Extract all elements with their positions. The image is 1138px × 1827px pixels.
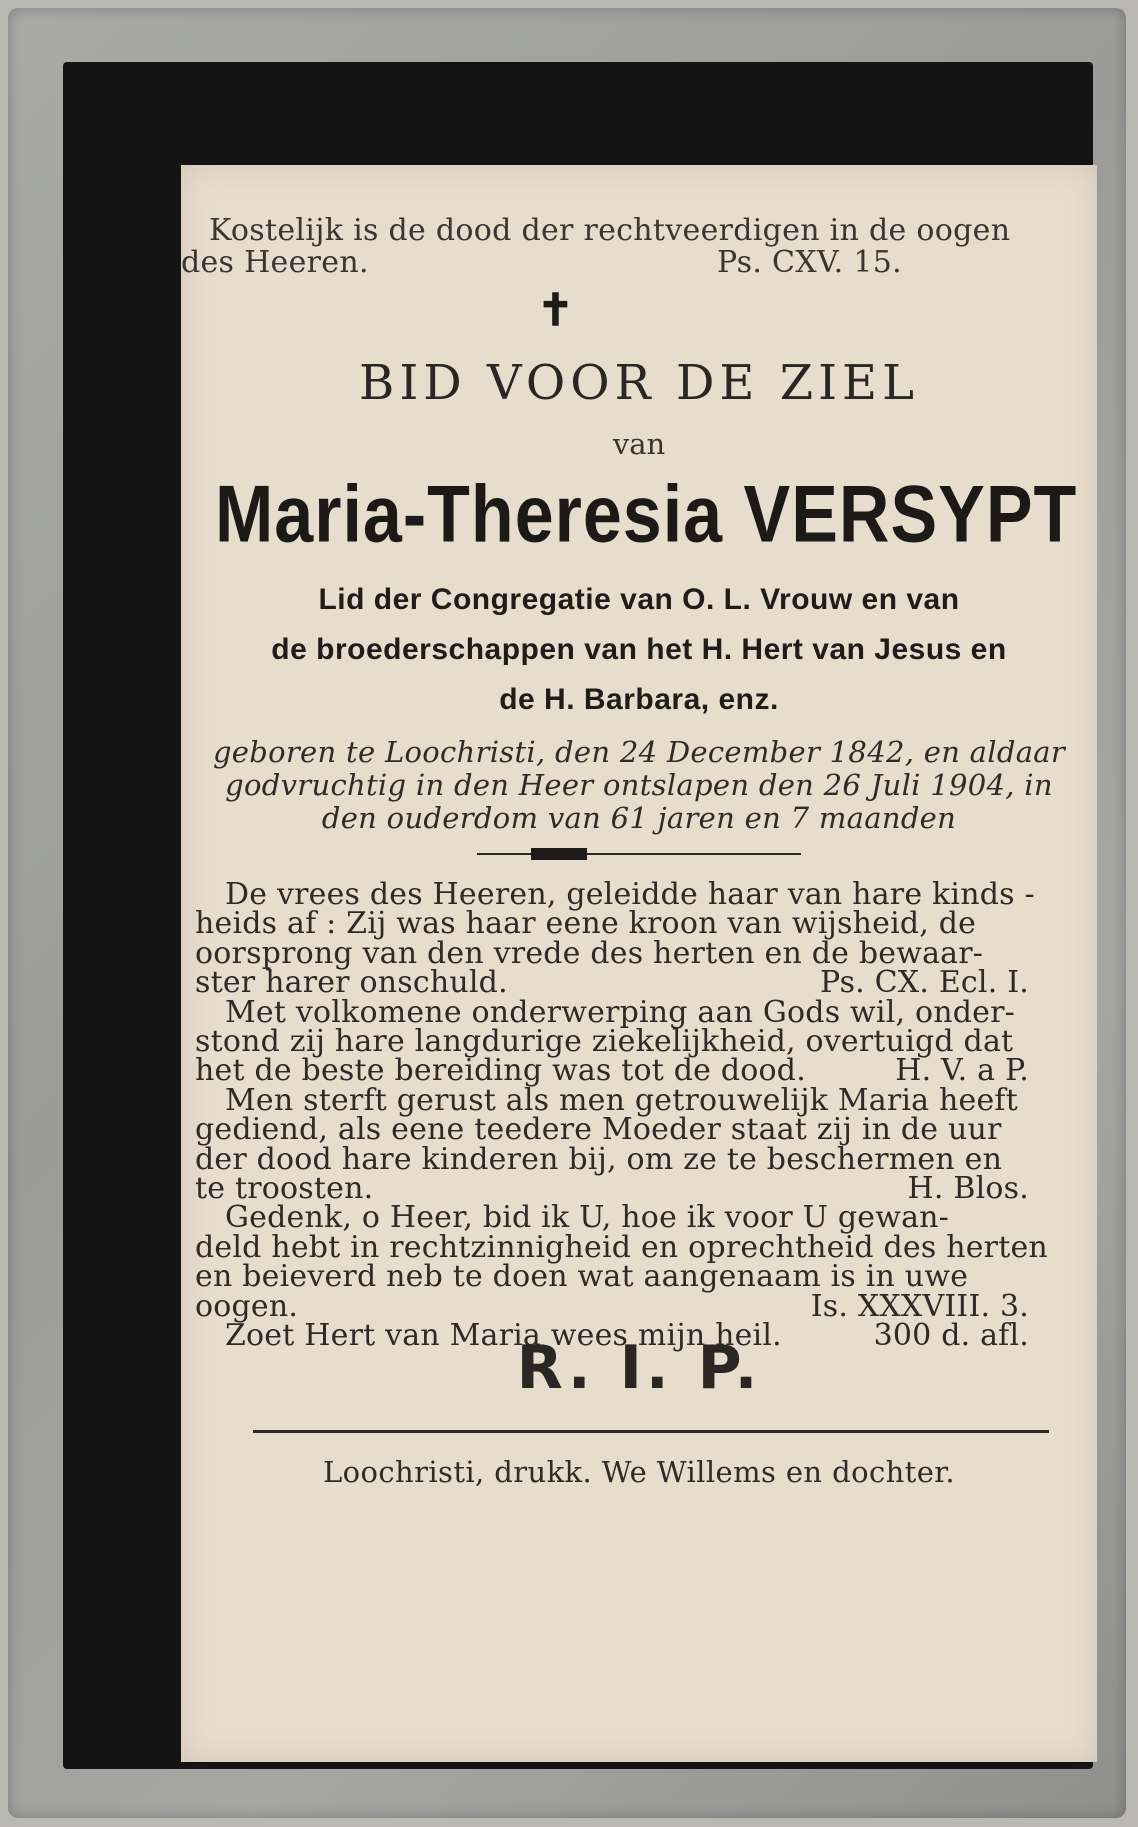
congregation-line-1: Lid der Congregatie van O. L. Vrouw en van [318, 583, 960, 616]
epigraph-reference: Ps. CXV. 15. [717, 245, 902, 280]
van-label: van [612, 427, 666, 461]
congregation-line-3: de H. Barbara, enz. [499, 683, 779, 716]
cross-icon: ✝ [537, 285, 574, 336]
verse-line: oogen. [195, 1288, 299, 1324]
verse-line: Met volkomene onderwerping aan Gods wil, onder- [225, 994, 1015, 1030]
birth-line-1: geboren te Loochristi, den 24 December 1842, en aldaar [212, 735, 1066, 769]
verse-line: der dood hare kinderen bij, om ze te beschermen en [195, 1141, 1003, 1177]
memorial-card [8, 8, 1126, 1818]
congregation-line-2: de broederschappen van het H. Hert van Jesus en [271, 633, 1007, 666]
verse-line: ster harer onschuld. [195, 965, 508, 1001]
mourning-border [63, 62, 1093, 1769]
birth-line-2: godvruchtig in den Heer ontslapen den 26 Juli 1904, in [225, 768, 1053, 802]
verse-line: oorsprong van den vrede des herten en de bewaar- [195, 935, 984, 971]
birth-line-3: den ouderdom van 61 jaren en 7 maanden [321, 801, 957, 835]
verse-line: stond zij hare langdurige ziekelijkheid, overtuigd dat [195, 1024, 1014, 1059]
verse-line: deld hebt in rechtzinnigheid en oprechtheid des herten [195, 1229, 1048, 1265]
verse-reference: Is. XXXVIII. 3. [810, 1288, 1029, 1324]
rip-text: R. I. P. [516, 1333, 762, 1403]
card-paper [181, 165, 1097, 1762]
epigraph-line-1: Kostelijk is de dood der rechtveerdigen in de oogen [209, 213, 1011, 248]
printer-imprint: Loochristi, drukk. We Willems en dochter. [323, 1455, 955, 1489]
verse-line: De vrees des Heeren, geleidde haar van hare kinds - [225, 877, 1035, 912]
heading: BID VOOR DE ZIEL [359, 355, 919, 411]
verse-line: gediend, als eene teedere Moeder staat zij in de uur [195, 1112, 1002, 1148]
verse-reference: H. V. a P. [895, 1053, 1029, 1089]
verse-line: te troosten. [195, 1171, 374, 1206]
verse-reference: 300 d. afl. [873, 1318, 1029, 1353]
bottom-rule [253, 1430, 1049, 1433]
separator-ornament [531, 848, 587, 860]
separator-rule [477, 853, 801, 855]
verse-line: Gedenk, o Heer, bid ik U, hoe ik voor U gewan- [225, 1200, 950, 1236]
verse-line: heids af : Zij was haar eene kroon van wijsheid, de [195, 906, 977, 942]
verse-reference: Ps. CX. Ecl. I. [820, 965, 1029, 1001]
verse-line: Men sterft gerust als men getrouwelijk Maria heeft [225, 1082, 1018, 1118]
verse-line: en beieverd neb te doen wat aangenaam is in uwe [195, 1259, 969, 1295]
deceased-name: Maria-Theresia VERSYPT [215, 469, 1078, 559]
verse-line: Zoet Hert van Maria wees mijn heil. [225, 1318, 782, 1353]
epigraph-line-2: des Heeren. [181, 245, 369, 280]
verse-line: het de beste bereiding was tot de dood. [195, 1053, 806, 1089]
verse-reference: H. Blos. [907, 1171, 1029, 1206]
